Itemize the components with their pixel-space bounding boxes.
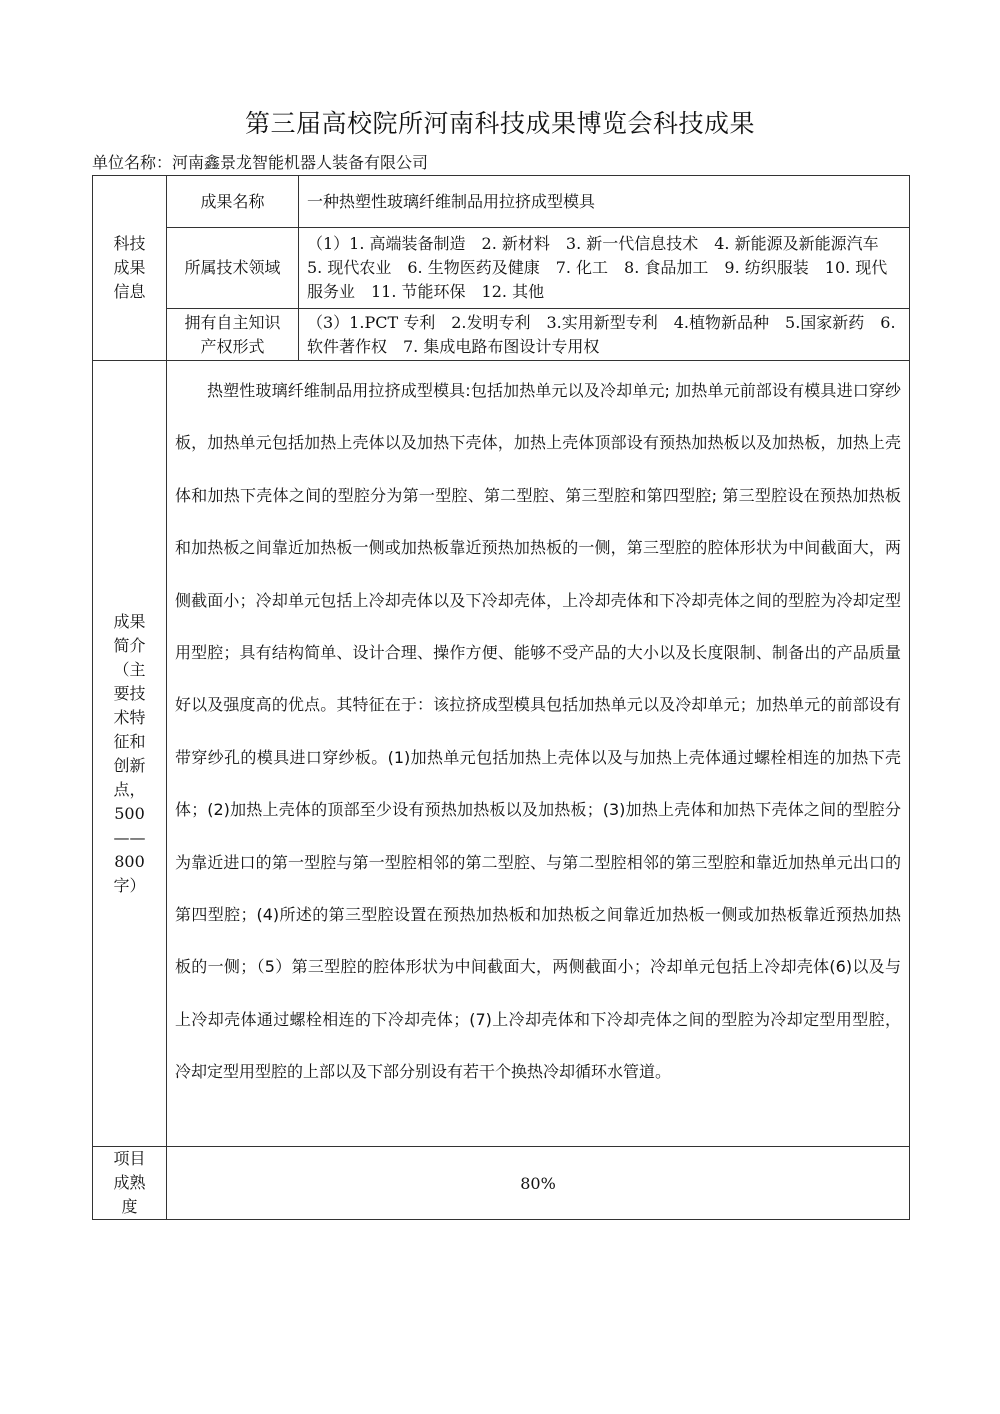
tech-field-value: （1）1. 高端装备制造 2. 新材料 3. 新一代信息技术 4. 新能源及新能源汽车 5. 现代农业 6. 生物医药及健康 7. 化工 8. 食品加工 9. 纺织服装 10. 现代服务业 11. 节能环保 12. 其他 (299, 228, 910, 309)
table-row (93, 361, 910, 1147)
table-row (93, 176, 910, 228)
section-info-label: 科技成果信息 (93, 176, 167, 361)
achievement-table (92, 175, 910, 1220)
ip-label: 拥有自主知识产权形式 (167, 309, 299, 361)
unit-line (92, 150, 428, 173)
unit-name: 河南鑫景龙智能机器人装备有限公司 (172, 153, 429, 172)
intro-text: 热塑性玻璃纤维制品用拉挤成型模具:包括加热单元以及冷却单元; 加热单元前部设有模具进口穿纱板，加热单元包括加热上壳体以及加热下壳体，加热上壳体顶部设有预热加热板以及加热板，加热上壳体和加热下壳体之间的型腔分为第一型腔、第二型腔、第三型腔和第四型腔; 第三型腔设在预热加热板和加热板之间靠近加热板一侧或加热板靠近预热加热板的一侧，第三型腔的腔体形状为中间截面大，两侧截面小；冷却单元包括上冷却壳体以及下冷却壳体，上冷却壳体和下冷却壳体之间的型腔为冷却定型用型腔；具有结构简单、设计合理、操作方便、能够不受产品的大小以及长度限制、制备出的产品质量好以及强度高的优点。其特征在于：该拉挤成型模具包括加热单元以及冷却单元；加热单元的前部设有带穿纱孔的模具进口穿纱板。(1)加热单元包括加热上壳体以及与加热上壳体通过螺栓相连的加热下壳体；(2)加热上壳体的顶部至少设有预热加热板以及加热板；(3)加热上壳体和加热下壳体之间的型腔分为靠近进口的第一型腔与第一型腔相邻的第二型腔、与第二型腔相邻的第三型腔和靠近加热单元出口的第四型腔；(4)所述的第三型腔设置在预热加热板和加热板之间靠近加热板一侧或加热板靠近预热加热板的一侧；（5）第三型腔的腔体形状为中间截面大，两侧截面小；冷却单元包括上冷却壳体(6)以及与上冷却壳体通过螺栓相连的下冷却壳体；(7)上冷却壳体和下冷却壳体之间的型腔为冷却定型用型腔，冷却定型用型腔的上部以及下部分别设有若干个换热冷却循环水管道。 (167, 361, 910, 1147)
table-row (93, 228, 910, 309)
achievement-name-value: 一种热塑性玻璃纤维制品用拉挤成型模具 (299, 176, 910, 228)
document-title: 第三届高校院所河南科技成果博览会科技成果 (244, 109, 755, 138)
ip-value: （3）1.PCT 专利 2.发明专利 3.实用新型专利 4.植物新品种 5.国家新药 6.软件著作权 7. 集成电路布图设计专用权 (299, 309, 910, 361)
tech-field-label: 所属技术领域 (167, 228, 299, 309)
unit-label: 单位名称： (92, 153, 173, 172)
table-row (93, 1147, 910, 1220)
intro-label: 成果简介（主要技术特征和创新点，500——800字） (93, 361, 167, 1147)
table-row (93, 309, 910, 361)
maturity-value: 80% (167, 1147, 910, 1220)
maturity-label: 项目成熟度 (93, 1147, 167, 1220)
achievement-name-label: 成果名称 (167, 176, 299, 228)
